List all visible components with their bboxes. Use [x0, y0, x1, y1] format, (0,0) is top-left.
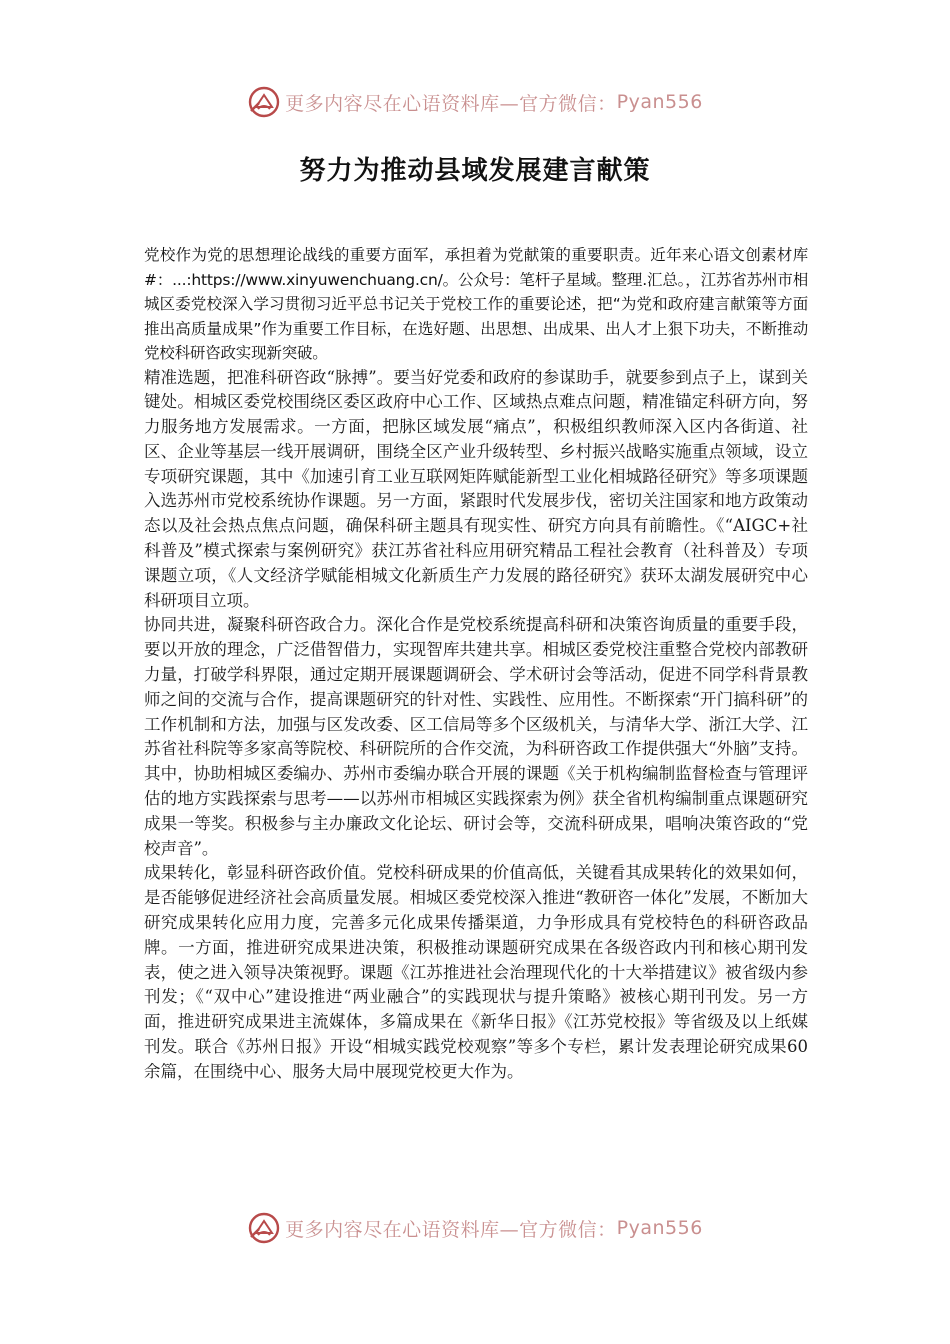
- paragraph-1: 精准选题，把准科研咨政“脉搏”。要当好党委和政府的参谋助手，就要参到点子上，谋到关键处。相城区委党校围绕区委区政府中心工作、区域热点难点问题，精准锚定科研方向，努力服务地方发展需求。一方面，把脉区域发展“痛点”，积极组织教师深入区内各街道、社区、企业等基层一线开展调研，围绕全区产业升级转型、乡村振兴战略实施重点领域，设立专项研究课题，其中《加速引育工业互联网矩阵赋能新型工业化相城路径研究》等多项课题入选苏州市党校系统协作课题。另一方面，紧跟时代发展步伐，密切关注国家和地方政策动态以及社会热点焦点问题，确保科研主题具有现实性、研究方向具有前瞻性。《“AIGC+社科普及”模式探索与案例研究》获江苏省社科应用研究精品工程社会教育（社科普及）专项课题立项，《人文经济学赋能相城文化新质生产力发展的路径研究》获环太湖发展研究中心科研项目立项。: [144, 367, 808, 610]
- banner-wechat-id: Pyan556: [616, 91, 703, 113]
- lead-paragraph: 党校作为党的思想理论战线的重要方面军，承担着为党献策的重要职责。近年来心语文创素材库#：...:https://www.xinyuwenchuang.cn/。公众号：笔杆子星域。整理.汇总。，江苏省苏州市相城区委党校深入学习贯彻习近平总书记关于党校工作的重要论述，把“为党和政府建言献策等方面推出高质量成果”作为重要工作目标，在选好题、出思想、出成果、出人才上狠下功夫，不断推动党校科研咨政实现新突破。: [144, 246, 808, 362]
- banner-text: 更多内容尽在心语资料库—官方微信：: [285, 1218, 617, 1241]
- page-title: 努力为推动县域发展建言献策: [299, 156, 651, 186]
- banner-text: 更多内容尽在心语资料库—官方微信：: [285, 92, 617, 115]
- footer-banner: [0, 1208, 950, 1248]
- paragraph-3: 成果转化，彰显科研咨政价值。党校科研成果的价值高低，关键看其成果转化的效果如何，是否能够促进经济社会高质量发展。相城区委党校深入推进“教研咨一体化”发展，不断加大研究成果转化应用力度，完善多元化成果传播渠道，力争形成具有党校特色的科研咨政品牌。一方面，推进研究成果进决策，积极推动课题研究成果在各级咨政内刊和核心期刊发表，使之进入领导决策视野。课题《江苏推进社会治理现代化的十大举措建议》被省级内参刊发；《“双中心”建设推进“两业融合”的实践现状与提升策略》被核心期刊刊发。另一方面，推进研究成果进主流媒体，多篇成果在《新华日报》《江苏党校报》等省级及以上纸媒刊发。联合《苏州日报》开设“相城实践党校观察”等多个专栏，累计发表理论研究成果60余篇，在围绕中心、服务大局中展现党校更大作为。: [144, 863, 808, 1081]
- article-body: [144, 243, 808, 1085]
- banner-wechat-id: Pyan556: [616, 1217, 703, 1239]
- header-banner: [0, 82, 950, 122]
- paragraph-2: 协同共进，凝聚科研咨政合力。深化合作是党校系统提高科研和决策咨询质量的重要手段，要以开放的理念，广泛借智借力，实现智库共建共享。相城区委党校注重整合党校内部教研力量，打破学科界限，通过定期开展课题调研会、学术研讨会等活动，促进不同学科背景教师之间的交流与合作，提高课题研究的针对性、实践性、应用性。不断探索“开门搞科研”的工作机制和方法，加强与区发改委、区工信局等多个区级机关，与清华大学、浙江大学、江苏省社科院等多家高等院校、科研院所的合作交流，为科研咨政工作提供强大“外脑”支持。其中，协助相城区委编办、苏州市委编办联合开展的课题《关于机构编制监督检查与管理评估的地方实践探索与思考——以苏州市相城区实践探索为例》获全省机构编制重点课题研究成果一等奖。积极参与主办廉政文化论坛、研讨会等，交流科研成果，唱响决策咨政的“党校声音”。: [144, 615, 808, 858]
- book-logo-icon: [247, 85, 281, 119]
- book-logo-icon: [247, 1211, 281, 1245]
